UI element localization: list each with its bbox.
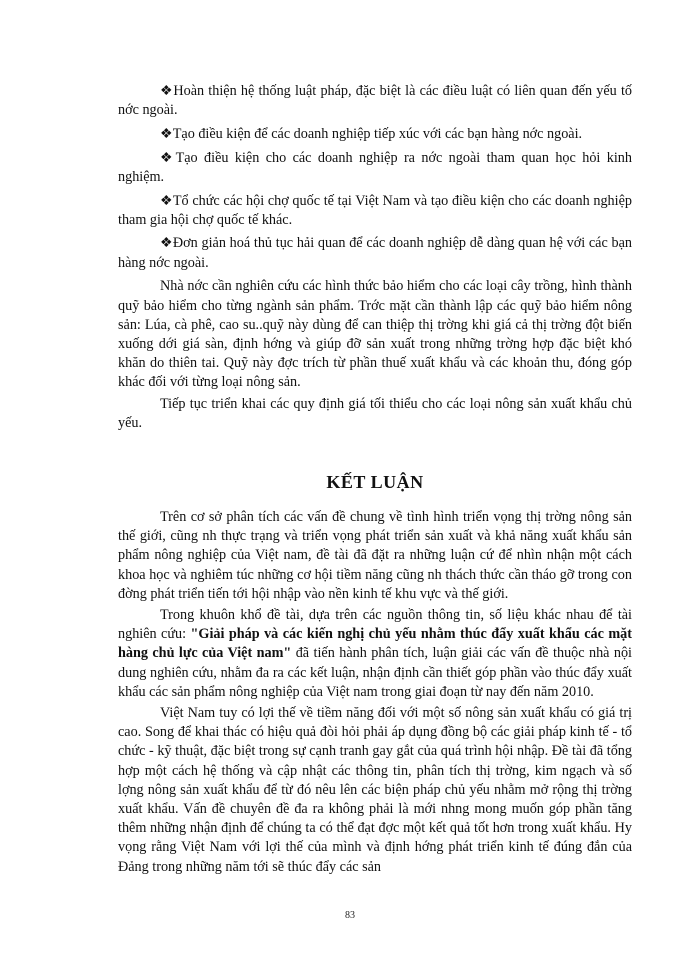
conclusion-p2-intro: Trong khuôn khổ đề tài, dựa trên các nguồn thông tin, số liệu khác nhau để tài nghiên cứu: [118, 606, 632, 643]
min-price-paragraph: Tiếp tục triển khai các quy định giá tối thiểu cho các loại nông sản xuất khẩu chủ yếu. [118, 395, 632, 431]
conclusion-paragraph-3: Việt Nam tuy có lợi thế về tiềm năng đối với một số nông sản xuất khẩu có giá trị cao. Song để khai thác có hiệu quả đòi hỏi phải áp dụng đồng bộ các giải pháp kinh tế - tổ chức - kỹ thuật, đặc biệt trong sự cạnh tranh gay gắt của quá trình hội nhập. Đề tài đã tổng hợp một cách hệ thống và cập nhật các thông tin, phân tích thị trờng, kim ngạch và số lợng nông sản xuất khẩu để từ đó nêu lên các biện pháp chủ yếu nhằm mở rộng thị trờng xuất khẩu. Vấn đề chuyên đề đa ra không phải là mới nhng mong muốn góp phần tăng thêm những nhận định để chúng ta có thể đạt đợc một kết quả tốt hơn trong xuất khẩu. Hy vọng rằng Việt Nam với lợi thế của mình và định hớng phát triển kinh tế đúng đắn của Đảng trong những năm tới sẽ thúc đẩy các sản [118, 704, 632, 875]
conclusion-paragraph-2 [118, 606, 632, 702]
bullet-icon: ❖ [160, 192, 173, 209]
conclusion-paragraph-1: Trên cơ sở phân tích các vấn đề chung về tình hình triển vọng thị trờng nông sản thế giới, cũng nh thực trạng và triển vọng phát triển sản xuất và khả năng xuất khẩu sản phẩm nông nghiệp của Việt nam, đề tài đã đặt ra những luận cứ để nhìn nhận một cách khoa học và nghiêm túc những cơ hội tiềm năng cũng nh thách thức cần tháo gỡ trong con đờng phát triển tiến tới hội nhập vào nền kinh tế khu vực và thế giới. [118, 508, 632, 602]
bullet-item [118, 82, 632, 120]
bullet-text: Tổ chức các hội chợ quốc tế tại Việt Nam và tạo điều kiện cho các doanh nghiệp tham gia hội chợ quốc tế khác. [118, 192, 632, 228]
bullet-text: Tạo điều kiện cho các doanh nghiệp ra nớc ngoài tham quan học hỏi kinh nghiệm. [118, 149, 632, 185]
bullet-icon: ❖ [160, 83, 174, 99]
bullet-text: Đơn giản hoá thủ tục hải quan để các doanh nghiệp dễ dàng quan hệ với các bạn hàng nớc ngoài. [118, 235, 632, 271]
conclusion-heading: KẾT LUẬN [326, 471, 424, 492]
bullet-icon: ❖ [160, 235, 173, 252]
bullet-icon: ❖ [160, 125, 173, 142]
bullet-text: Tạo điều kiện để các doanh nghiệp tiếp xúc với các bạn hàng nớc ngoài. [172, 125, 583, 142]
page-content [118, 82, 632, 879]
bullet-item [118, 234, 632, 272]
bullet-item [118, 192, 632, 230]
bullet-text: Hoàn thiện hệ thống luật pháp, đặc biệt là các điều luật có liên quan đến yếu tố nớc ngoài. [118, 83, 632, 119]
conclusion-p2-rest: đã tiến hành phân tích, luận giải các vấn đề thuộc nhà nội dung nghiên cứu, nhằm đa ra các kết luận, nhận định cần thiết góp phần vào thúc đẩy xuất khẩu các sản phẩm nông nghiệp của Việt nam trong giai đoạn từ nay đến năm 2010. [118, 645, 633, 700]
bullet-item [118, 125, 632, 144]
page-number: 83 [345, 910, 355, 921]
bullet-icon: ❖ [160, 149, 176, 166]
research-title: "Giải pháp và các kiến nghị chủ yếu nhằm thúc đẩy xuất khẩu các mặt hàng chủ lực của Việt nam" [118, 626, 632, 662]
insurance-paragraph: Nhà nớc cần nghiên cứu các hình thức bảo hiểm cho các loại cây trồng, hình thành quỹ bảo hiểm cho từng ngành sản phẩm. Trớc mặt cần thành lập các quỹ bảo hiểm nông sản: Lúa, cà phê, cao su..quỹ này dùng để can thiệp thị trờng khi giá cả thị trờng đột biến xuống dới giá sàn, định hớng và giúp đỡ sản xuất trong những trờng hợp đặc biệt khó khăn do thiên tai. Quỹ này đợc trích từ phần thuế xuất khẩu và các khoản thu, đóng góp khác đối với từng loại nông sản. [118, 278, 632, 391]
bullet-item [118, 149, 632, 187]
